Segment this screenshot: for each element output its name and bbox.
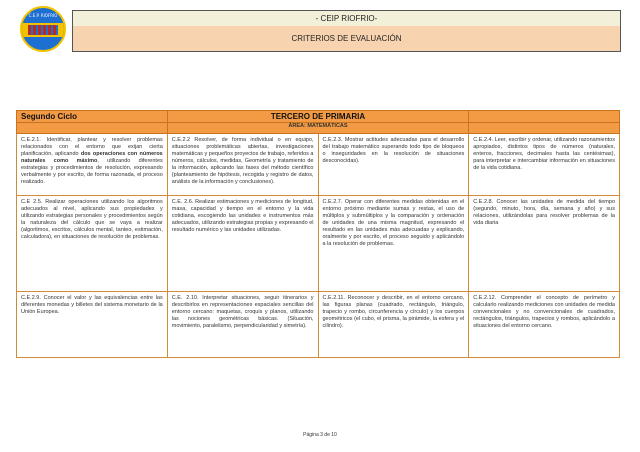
criterion-cell [469,196,620,292]
criterion-cell [167,134,318,196]
cycle-label: Segundo Ciclo [17,111,168,123]
school-name: - CEIP RIOFRIO- [73,11,620,27]
criterion-text: C.E.2.7. Operar con diferentes medidas obtenidas en el entorno próximo mediante sumas y restas, el uso de múltiplos y submúltiplos y la comparación y ordenación de unidades de una misma magnitud, expresando el resultado en las unidades más adecuadas y explicando, oralmente y por escrito, el proceso seguido y aplicándolo a la resolución de problemas. [322,199,465,247]
criteria-table [16,110,620,358]
criterion-cell [318,196,469,292]
criterion-text: C.E.2.12. Comprender el concepto de perímetro y calcularlo realizando mediciones con unidades de medida convencionales y no convencionales de cuadrados, rectángulos, triángulos, trapecios y rombos, aplicándolo a situaciones del entorno cercano. [473,295,615,329]
document-subtitle: CRITERIOS DE EVALUACIÓN [73,26,620,51]
area-title: ÁREA: MATEMÁTICAS [167,123,469,134]
criterion-cell [17,292,168,358]
table-area-row [17,123,620,134]
criterion-cell [469,134,620,196]
criterion-text: C.E.2.9. Conocer el valor y las equivalencias entre las diferentes monedas y billetes del sistema monetario de la Unión Europea. [21,295,163,315]
area-empty-cell [17,123,168,134]
criterion-cell [167,292,318,358]
criterion-text: C.E.2.3. Mostrar actitudes adecuadas para el desarrollo del trabajo matemático superando todo tipo de bloqueos o inseguridades en la resolución de situaciones desconocidas). [322,137,465,164]
logo-figures [28,25,58,35]
logo-text: C.E.P. RIOFRIO [28,13,58,18]
document-header [72,10,621,52]
criterion-text: C.E 2.5. Realizar operaciones utilizando los algoritmos adecuados al nivel, aplicando sus propiedades y utilizando estrategias personales y procedimientos según la naturaleza del cálculo que se vaya a realizar (algoritmos, escritos, cálculos mental, tanteo, estimación, calculadora), en situaciones de resolución de problemas. [21,199,163,240]
criterion-cell [17,134,168,196]
course-title: TERCERO DE PRIMARIA [167,111,469,123]
criterion-cell [17,196,168,292]
area-empty-cell [469,123,620,134]
table-row [17,196,620,292]
table-row [17,292,620,358]
criterion-text: C.E.2.2 Resolver, de forma individual o en equipo, situaciones problemáticas abiertas, investigaciones matemáticas y pequeños proyectos de trabajo, referidos a números, cálculos, medidas, Geometría y tratamiento de la información, aplicando las fases del método científico (planteamiento de hipótesis, recogida y registro de datos, análisis de la información y conclusiones). [171,137,314,185]
criterion-text: C.E. 2.10. Interpretar situaciones, seguir itinerarios y describirlos en representaciones espaciales sencillas del entorno cercano: maquetas, croquis y planos, utilizando las nociones geométricas básicas. (Situación, movimiento, paralelismo, perpendicularidad y simetría). [171,295,314,329]
school-logo [20,6,66,52]
criterion-text: C.E.2.8. Conocer las unidades de medida del tiempo (segundo, minuto, hora, día, semana y año) y sus relaciones, utilizándolas para resolver problemas de la vida diaria [473,199,615,226]
criterion-cell [318,292,469,358]
table-row [17,134,620,196]
table-header-row [17,111,620,123]
criterion-text: C.E.2.11. Reconocer y describir, en el entorno cercano, las figuras planas (cuadrado, rectángulo, triángulo, trapecio y rombo, circunferencia y círculo) y los cuerpos geométricos (el cubo, el prisma, la pirámide, la esfera y el cilindro). [322,295,465,329]
criterion-text: C.E. 2.6. Realizar estimaciones y mediciones de longitud, masa, capacidad y tiempo en el entorno y la vida cotidiana, escogiendo las unidades e instrumentos más adecuados, utilizando estrategias propias y expresando el resultado numérico y las unidades utilizadas. [171,199,314,233]
page-number: Página 3 de 10 [303,432,337,438]
criterion-text: , utilizando diferentes estrategias y procedimientos de resolución, expresando verbalmente y por escrito, de forma razonada, el proceso realizado. [21,158,163,185]
criterion-text: C.E.2.1. Identificar, plantear y resolver problemas relacionados con el entorno que exijan cierta planificación, aplicando [21,137,163,157]
criterion-cell [167,196,318,292]
criterion-text: C.E.2.4. Leer, escribir y ordenar, utilizando razonamientos apropiados, distintos tipos de números (naturales, enteros, fracciones, decimales hasta las centésimas), para interpretar e intercambiar información en situaciones de la vida cotidiana. [473,137,615,171]
criterion-cell [469,292,620,358]
criterion-cell [318,134,469,196]
header-empty-cell [469,111,620,123]
criterion-emphasis: dos operaciones con números naturales como máximo [21,151,163,164]
